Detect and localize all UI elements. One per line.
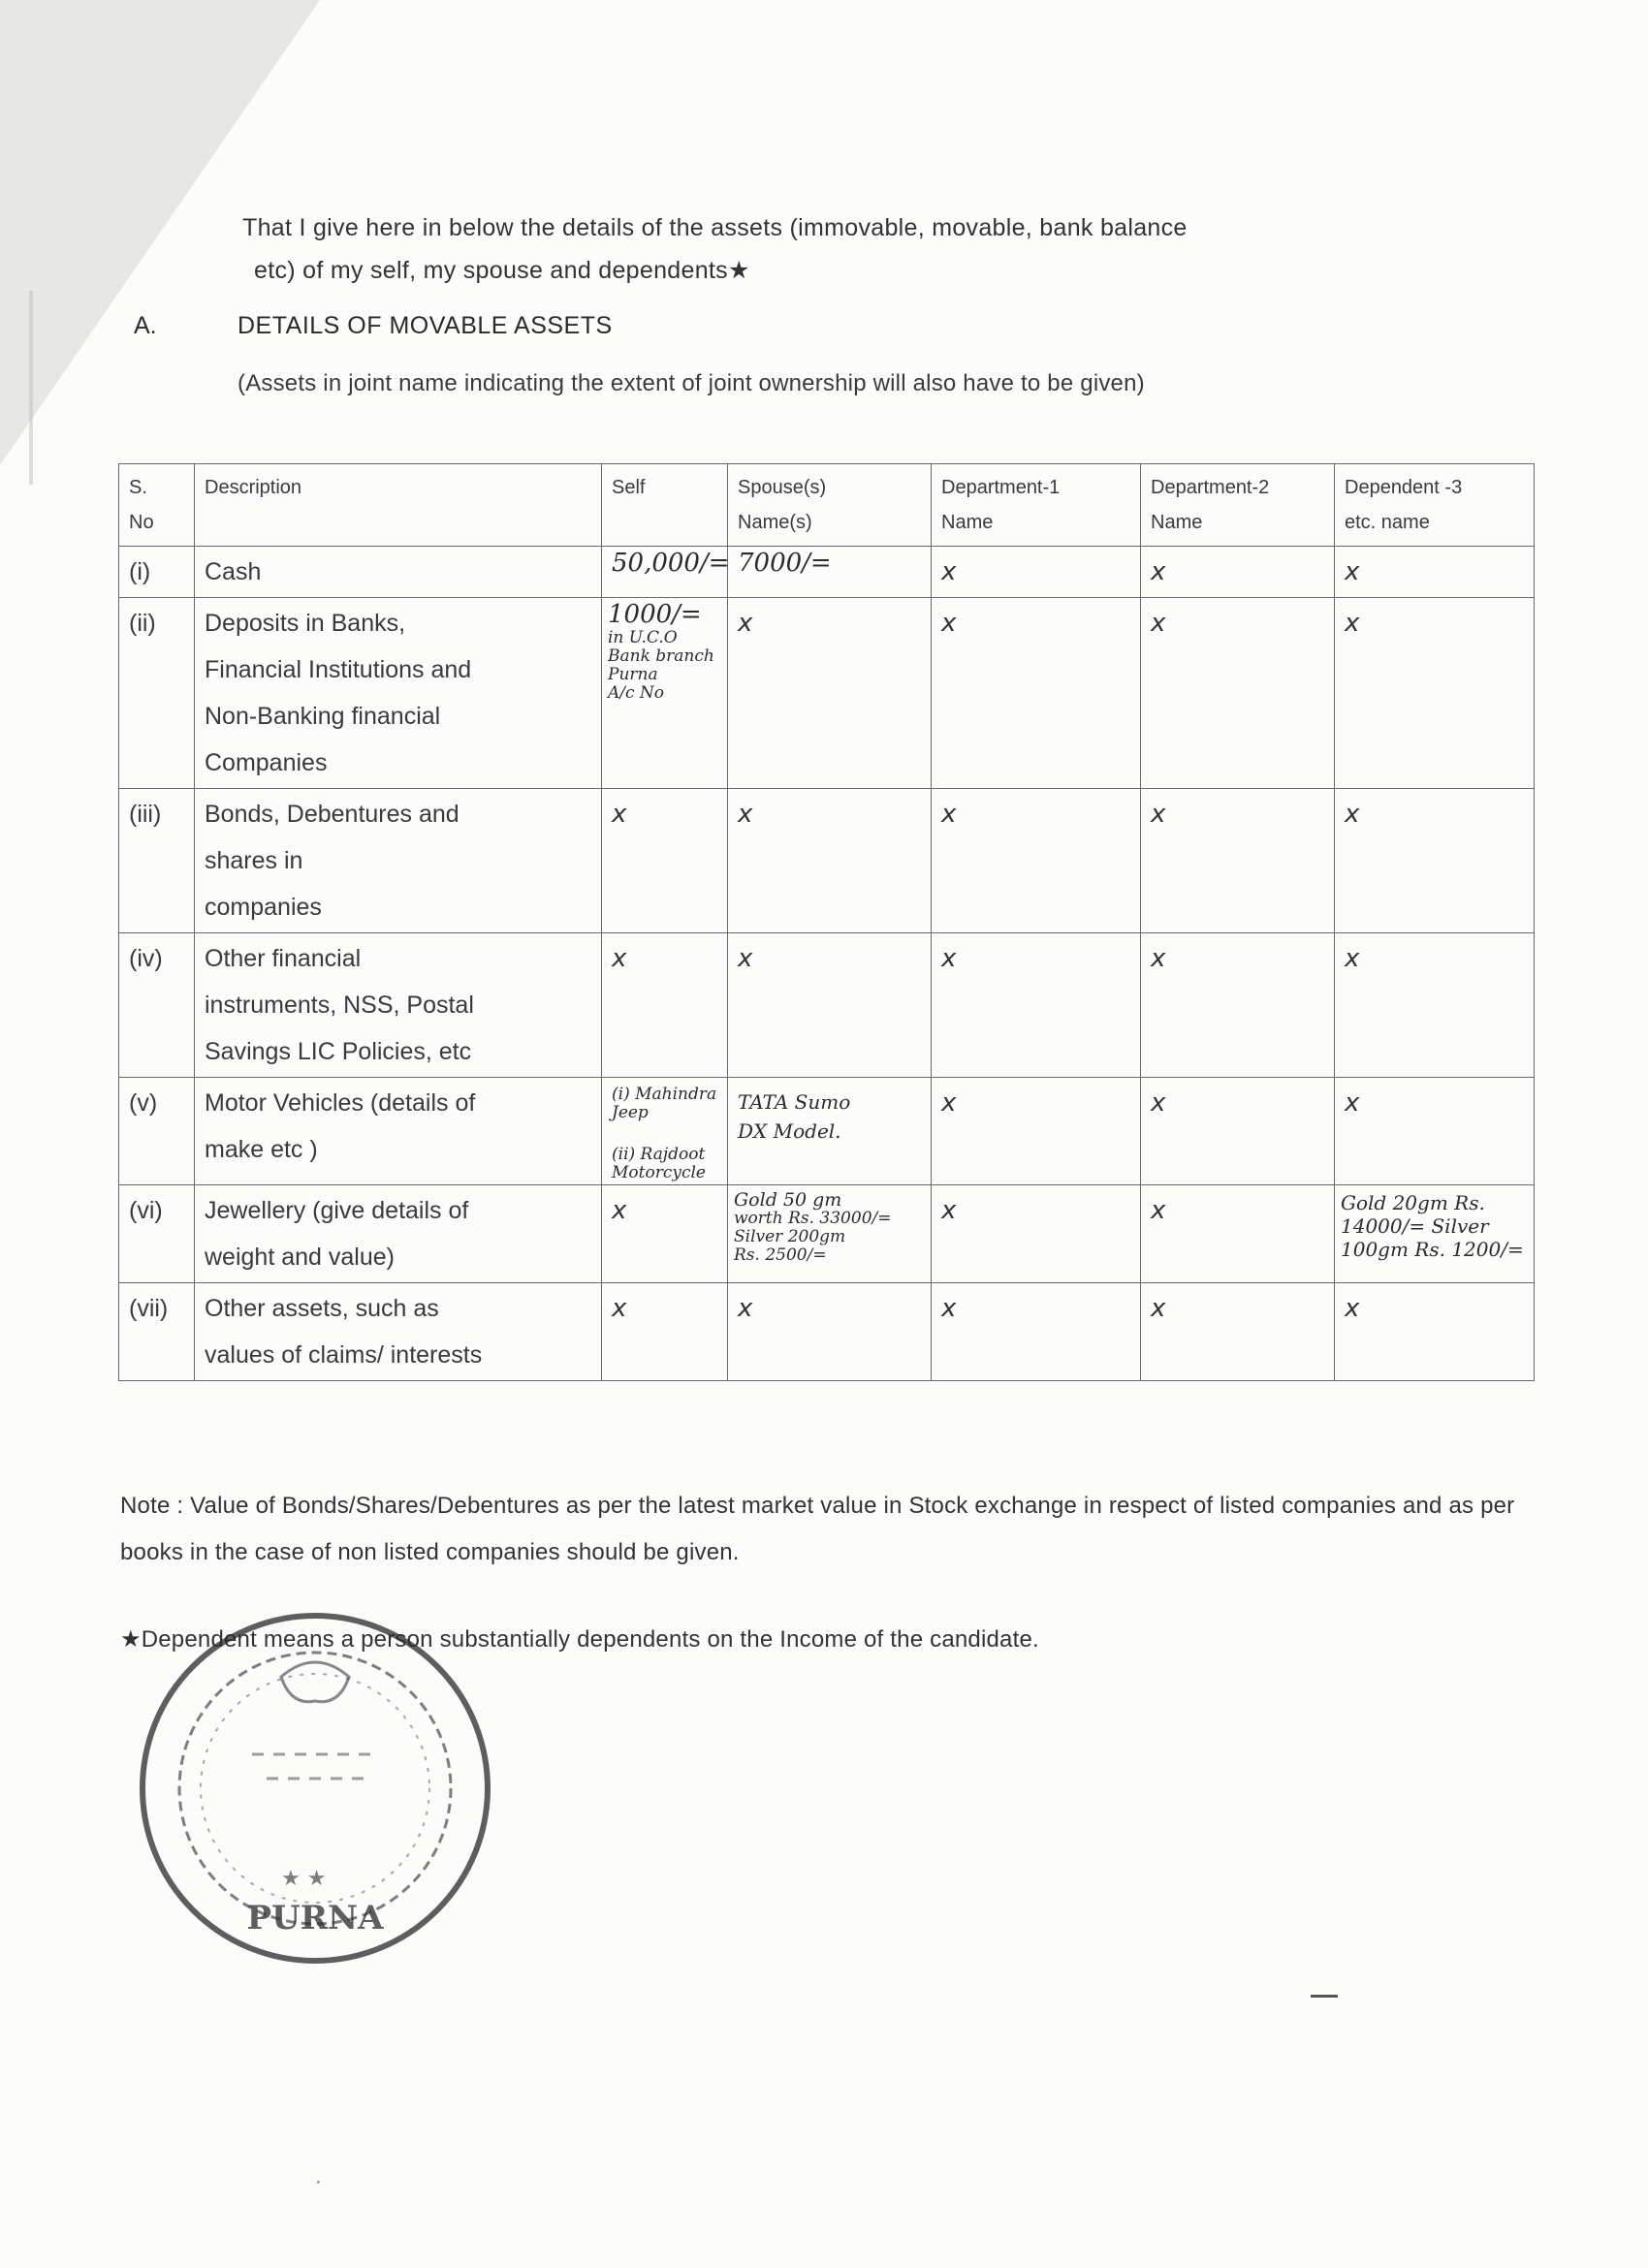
- spouse-value: x: [728, 1283, 932, 1381]
- row-sno: (v): [119, 1078, 195, 1185]
- dep2-value: x: [1141, 1078, 1335, 1185]
- row-description: Jewellery (give details of weight and value): [195, 1185, 602, 1283]
- table-row: [119, 933, 1535, 1078]
- svg-text:★ ★: ★ ★: [281, 1867, 327, 1891]
- self-value: 50,000/=: [602, 547, 728, 598]
- intro-line-2-text: etc) of my self, my spouse and dependents: [254, 257, 728, 284]
- intro-line-2: [242, 249, 1188, 292]
- dep3-value: x: [1335, 547, 1535, 598]
- self-value: (i) Mahindra Jeep (ii) Rajdoot Motorcycle: [602, 1078, 728, 1185]
- section-letter: A.: [134, 312, 157, 339]
- stray-mark: [1311, 1995, 1338, 1998]
- row-sno: (vii): [119, 1283, 195, 1381]
- dep2-value: x: [1141, 1185, 1335, 1283]
- section-title: DETAILS OF MOVABLE ASSETS: [238, 312, 613, 339]
- header-spouse: Spouse(s) Name(s): [728, 464, 932, 547]
- table-row: [119, 1185, 1535, 1283]
- self-value: x: [602, 789, 728, 933]
- scan-edge: [29, 291, 33, 485]
- section-subtitle: (Assets in joint name indicating the extent of joint ownership will also have to be given): [238, 370, 1145, 396]
- dep2-value: x: [1141, 1283, 1335, 1381]
- spouse-value: Gold 50 gm worth Rs. 33000/= Silver 200gm Rs. 2500/=: [728, 1185, 932, 1283]
- table-row: [119, 1078, 1535, 1185]
- dep1-value: x: [932, 598, 1141, 789]
- row-description: Other financial instruments, NSS, Postal Savings LIC Policies, etc: [195, 933, 602, 1078]
- dep2-value: x: [1141, 933, 1335, 1078]
- spouse-value: x: [728, 933, 932, 1078]
- seal-bottom-text: PURNA: [246, 1899, 384, 1937]
- intro-text: [242, 206, 1188, 292]
- self-value: x: [602, 1283, 728, 1381]
- row-description: Motor Vehicles (details of make etc ): [195, 1078, 602, 1185]
- table-row: [119, 789, 1535, 933]
- row-sno: (iii): [119, 789, 195, 933]
- row-description: Other assets, such as values of claims/ interests: [195, 1283, 602, 1381]
- intro-line-1: That I give here in below the details of the assets (immovable, movable, bank balance: [242, 214, 1188, 241]
- row-description: Bonds, Debentures and shares in companies: [195, 789, 602, 933]
- row-sno: (vi): [119, 1185, 195, 1283]
- spouse-value: 7000/=: [728, 547, 932, 598]
- dep1-value: x: [932, 789, 1141, 933]
- header-sno: S. No: [119, 464, 195, 547]
- spouse-value: x: [728, 598, 932, 789]
- table-row: [119, 547, 1535, 598]
- header-department-1: Department-1 Name: [932, 464, 1141, 547]
- dep1-value: x: [932, 1185, 1141, 1283]
- row-sno: (iv): [119, 933, 195, 1078]
- dependent-definition: ★Dependent means a person substantially dependents on the Income of the candidate.: [120, 1626, 1039, 1653]
- row-description: Deposits in Banks, Financial Institutions and Non-Banking financial Companies: [195, 598, 602, 789]
- movable-assets-table: [118, 463, 1535, 1381]
- row-sno: (ii): [119, 598, 195, 789]
- dep3-value: Gold 20gm Rs. 14000/= Silver 100gm Rs. 1200/=: [1335, 1185, 1535, 1283]
- dep1-value: x: [932, 1078, 1141, 1185]
- self-value: x: [602, 1185, 728, 1283]
- spouse-value: x: [728, 789, 932, 933]
- dep3-value: x: [1335, 598, 1535, 789]
- self-value: 1000/= in U.C.O Bank branch Purna A/c No: [602, 598, 728, 789]
- dep2-value: x: [1141, 547, 1335, 598]
- stray-speck: ·: [315, 2171, 322, 2192]
- dep3-value: x: [1335, 1078, 1535, 1185]
- dep2-value: x: [1141, 789, 1335, 933]
- dep3-value: x: [1335, 1283, 1535, 1381]
- dep1-value: x: [932, 1283, 1141, 1381]
- row-sno: (i): [119, 547, 195, 598]
- header-self: Self: [602, 464, 728, 547]
- asterisk-icon: ★: [727, 257, 750, 284]
- row-description: Cash: [195, 547, 602, 598]
- header-dependent-3: Dependent -3 etc. name: [1335, 464, 1535, 547]
- table-row: [119, 1283, 1535, 1381]
- dep1-value: x: [932, 547, 1141, 598]
- dep2-value: x: [1141, 598, 1335, 789]
- dep3-value: x: [1335, 789, 1535, 933]
- dep1-value: x: [932, 933, 1141, 1078]
- self-value: x: [602, 933, 728, 1078]
- header-department-2: Department-2 Name: [1141, 464, 1335, 547]
- asterisk-icon: ★: [120, 1626, 142, 1653]
- spouse-value: TATA Sumo DX Model.: [728, 1078, 932, 1185]
- market-value-note: Note : Value of Bonds/Shares/Debentures as per the latest market value in Stock exchange in respect of listed companies and as per books in the case of non listed companies should be given.: [120, 1493, 1515, 1565]
- table-row: [119, 598, 1535, 789]
- table-header-row: [119, 464, 1535, 547]
- header-description: Description: [195, 464, 602, 547]
- official-seal: [136, 1609, 494, 1968]
- dep3-value: x: [1335, 933, 1535, 1078]
